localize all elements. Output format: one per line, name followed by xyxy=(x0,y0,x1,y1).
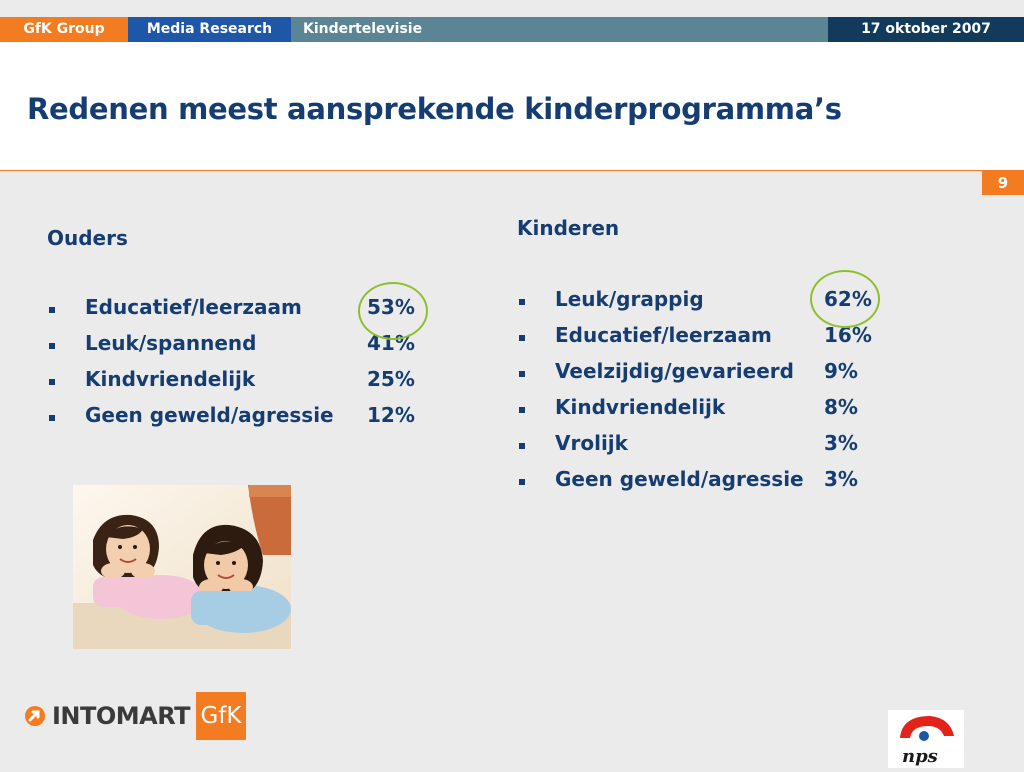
bullet-icon xyxy=(49,379,55,385)
topic-label: Kindertelevisie xyxy=(291,17,828,42)
kinderen-heading: Kinderen xyxy=(517,216,620,240)
reason-percentage: 8% xyxy=(824,395,858,419)
list-item xyxy=(517,395,937,431)
bullet-icon xyxy=(519,335,525,341)
company-label: GfK Group xyxy=(0,17,128,42)
reason-label: Kindvriendelijk xyxy=(555,395,726,419)
ouders-heading: Ouders xyxy=(47,226,128,250)
list-item xyxy=(47,403,467,439)
bullet-icon xyxy=(519,371,525,377)
department-label: Media Research xyxy=(128,17,291,42)
children-photo xyxy=(73,485,291,649)
reason-label: Veelzijdig/gevarieerd xyxy=(555,359,794,383)
title-divider xyxy=(0,170,1024,171)
reason-label: Geen geweld/agressie xyxy=(85,403,334,427)
reason-label: Leuk/grappig xyxy=(555,287,704,311)
reason-percentage: 9% xyxy=(824,359,858,383)
reason-percentage: 62% xyxy=(824,287,872,311)
list-item xyxy=(47,367,467,403)
intomart-mark-icon xyxy=(24,705,46,727)
reason-label: Educatief/leerzaam xyxy=(555,323,772,347)
date-label: 17 oktober 2007 xyxy=(828,17,1024,42)
slide-title: Redenen meest aansprekende kinderprogramma’s xyxy=(27,92,842,126)
bullet-icon xyxy=(519,407,525,413)
intomart-gfk-logo xyxy=(24,692,246,740)
reason-percentage: 12% xyxy=(367,403,415,427)
intomart-wordmark: INTOMART xyxy=(52,702,191,730)
highlight-circle-kinderen xyxy=(810,270,880,328)
bullet-icon xyxy=(519,299,525,305)
gfk-logo: GfK xyxy=(196,692,246,740)
reason-label: Leuk/spannend xyxy=(85,331,257,355)
bullet-icon xyxy=(49,415,55,421)
bullet-icon xyxy=(519,479,525,485)
header-bar xyxy=(0,17,1024,42)
list-item xyxy=(517,467,937,503)
reason-percentage: 16% xyxy=(824,323,872,347)
bullet-icon xyxy=(49,343,55,349)
reason-percentage: 53% xyxy=(367,295,415,319)
bullet-icon xyxy=(519,443,525,449)
reason-percentage: 3% xyxy=(824,431,858,455)
reason-percentage: 3% xyxy=(824,467,858,491)
nps-wordmark: nps xyxy=(902,746,938,767)
reason-percentage: 41% xyxy=(367,331,415,355)
nps-logo xyxy=(888,710,964,768)
list-item xyxy=(517,323,937,359)
page-number: 9 xyxy=(982,171,1024,195)
list-item xyxy=(517,359,937,395)
reason-label: Vrolijk xyxy=(555,431,628,455)
bullet-icon xyxy=(49,307,55,313)
reason-percentage: 25% xyxy=(367,367,415,391)
reason-label: Kindvriendelijk xyxy=(85,367,256,391)
reason-label: Educatief/leerzaam xyxy=(85,295,302,319)
reason-label: Geen geweld/agressie xyxy=(555,467,804,491)
list-item xyxy=(517,431,937,467)
highlight-circle-ouders xyxy=(358,282,428,340)
kinderen-list xyxy=(517,287,937,503)
